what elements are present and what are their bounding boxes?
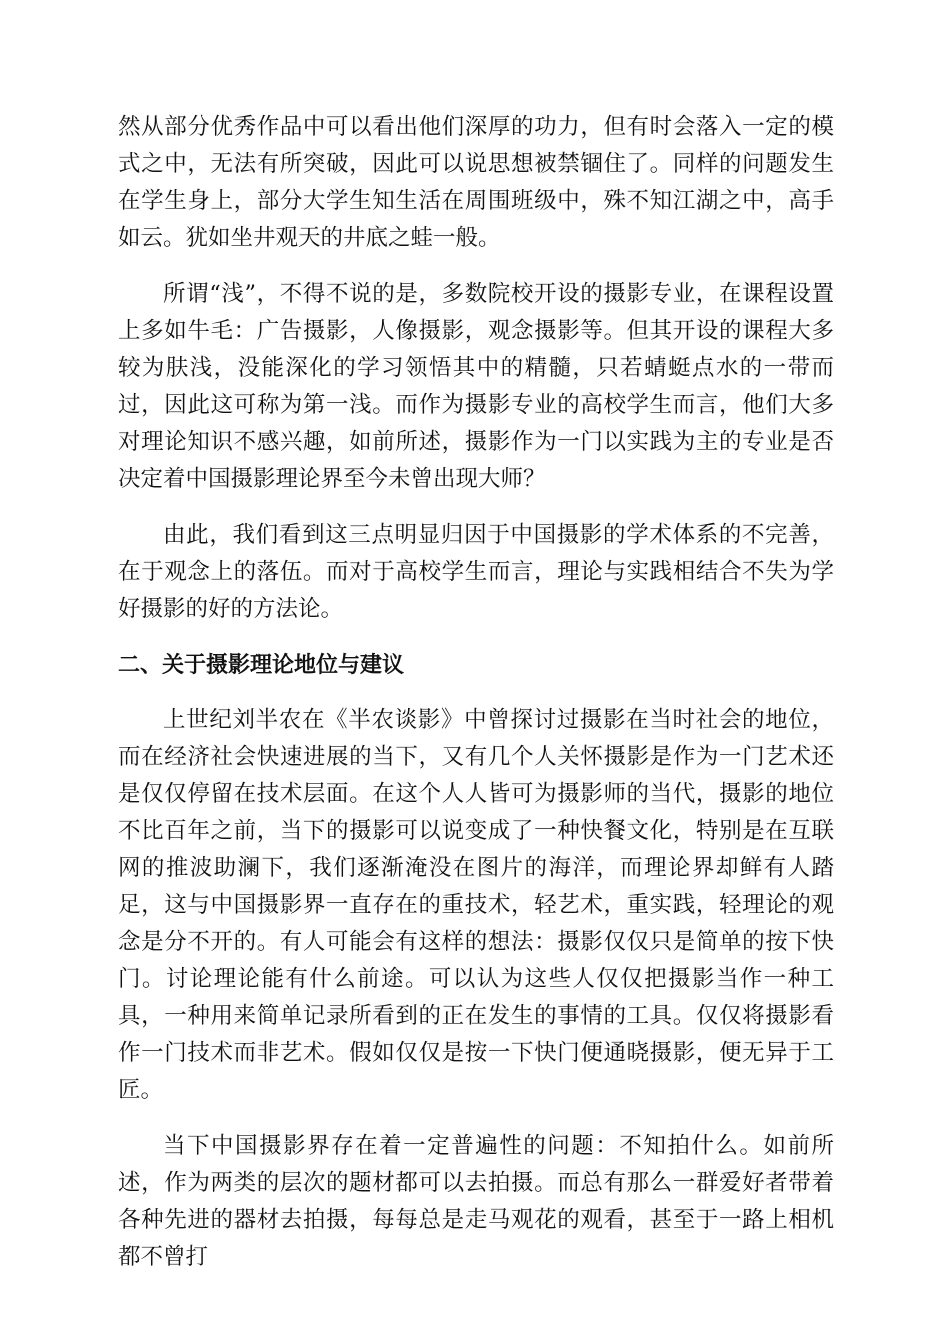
paragraph-shallow: 所谓“浅”，不得不说的是，多数院校开设的摄影专业，在课程设置上多如牛毛：广告摄影，人像摄影，观念摄影等。但其开设的课程大多较为肤浅，没能深化的学习领悟其中的精髓，只若蜻蜓点水的一带而过，因此这可称为第一浅。而作为摄影专业的高校学生而言，他们大多对理论知识不感兴趣，如前所述，摄影作为一门以实践为主的专业是否决定着中国摄影理论界至今未曾出现大师？: [118, 281, 834, 492]
section-heading: 二、关于摄影理论地位与建议: [118, 653, 405, 678]
paragraph-status: 上世纪刘半农在《半农谈影》中曾探讨过摄影在当时社会的地位，而在经济社会快速进展的当下，又有几个人关怀摄影是作为一门艺术还是仅仅停留在技术层面。在这个人人皆可为摄影师的当代，摄影的地位不比百年之前，当下的摄影可以说变成了一种快餐文化，特别是在互联网的推波助澜下，我们逐渐淹没在图片的海洋，而理论界却鲜有人踏足，这与中国摄影界一直存在的重技术，轻艺术，重实践，轻理论的观念是分不开的。有人可能会有这样的想法：摄影仅仅只是简单的按下快门。讨论理论能有什么前途。可以认为这些人仅仅把摄影当作一种工具，一种用来简单记录所看到的正在发生的事情的工具。仅仅将摄影看作一门技术而非艺术。假如仅仅是按一下快门便通晓摄影，便无异于工匠。: [118, 707, 834, 1103]
paragraph-continued: 然从部分优秀作品中可以看出他们深厚的功力，但有时会落入一定的模式之中，无法有所突破，因此可以说思想被禁锢住了。同样的问题发生在学生身上，部分大学生知生活在周围班级中，殊不知江湖之中，高手如云。犹如坐井观天的井底之蛙一般。: [118, 114, 834, 251]
paragraph-problem: 当下中国摄影界存在着一定普遍性的问题：不知拍什么。如前所述，作为两类的层次的题材都可以去拍摄。而总有那么一群爱好者带着各种先进的器材去拍摄，每每总是走马观花的观看，甚至于一路上相机都不曾打: [118, 1133, 834, 1270]
document-body: [118, 109, 834, 1276]
paragraph-conclusion: 由此，我们看到这三点明显归因于中国摄影的学术体系的不完善，在于观念上的落伍。而对于高校学生而言，理论与实践相结合不失为学好摄影的好的方法论。: [118, 522, 834, 622]
